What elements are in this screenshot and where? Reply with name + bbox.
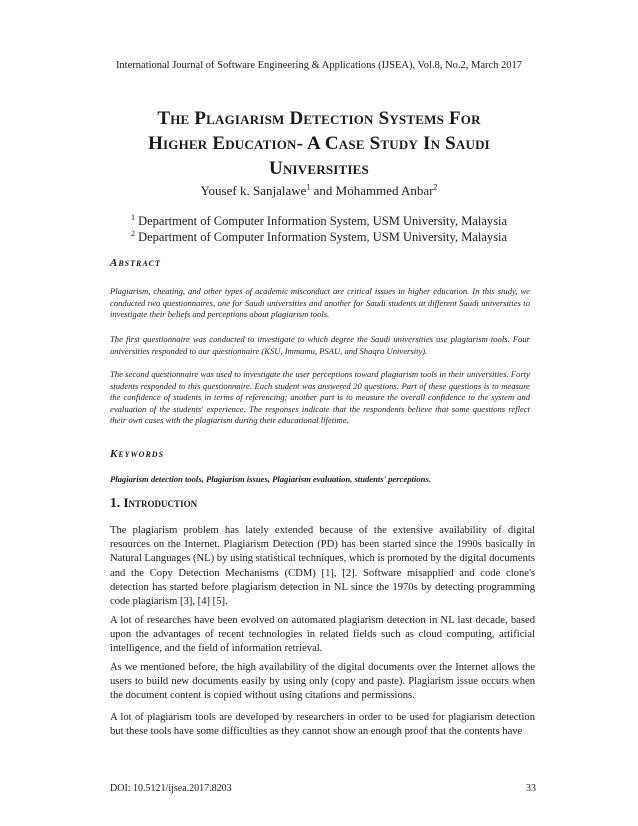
title-line-2: Higher Education- A Case Study In Saudi — [148, 133, 490, 154]
section-title: Introduction — [123, 495, 198, 510]
author-1-sup: 1 — [306, 182, 311, 192]
section-number: 1. — [110, 495, 124, 510]
affiliation-1-sup: 1 — [130, 212, 135, 222]
abstract-paragraph-1: Plagiarism, cheating, and other types of academic misconduct are critical issues in higher education. In this study, we conducted two questionnaires, one for Saudi universities and another for Saudi students at different Saudi universities to investigate their beliefs and perceptions about plagiarism tools. — [110, 286, 530, 320]
affiliation-2 — [0, 229, 638, 245]
paper-title — [90, 106, 548, 181]
author-connector: and — [310, 183, 336, 198]
intro-paragraph-4: A lot of plagiarism tools are developed by researchers in order to be used for plagiarism detection but these tools have some difficulties as they cannot show an enough proof that the contents have — [110, 712, 535, 738]
abstract-paragraph-2: The first questionnaire was conducted to investigate to which degree the Saudi universities use plagiarism tools. Four universities responded to our questionnaire (KSU, Immamu, PSAU, and Shaqra University). — [110, 334, 530, 356]
intro-paragraph-1: The plagiarism problem has lately extended because of the extensive availability of digital resources on the Internet. Plagiarism Detection (PD) has been started since the 1990s basically in Natural Languages (NL) by using statistical techniques, which is promoted by the digital documents and the Copy Detection Mechanisms (CDM) [1], [2]. Software misapplied and code clone's detection has started before plagiarism detection in NL since the 1970s by detecting programming code plagiarism [3], [4] [5]. — [110, 525, 535, 608]
doi-footer: DOI: 10.5121/ijsea.2017.8203 — [110, 783, 232, 794]
title-line-3: Universities — [269, 158, 369, 179]
introduction-heading — [110, 495, 197, 511]
author-2-sup: 2 — [433, 182, 438, 192]
affiliation-1 — [0, 213, 638, 229]
intro-paragraph-2: A lot of researches have been evolved on automated plagiarism detection in NL last decade, based upon the advantages of recent technologies in related fields such as cloud computing, artificial intelligence, and the field of information retrieval. — [110, 615, 535, 655]
intro-paragraph-3: As we mentioned before, the high availability of the digital documents over the Internet allows the users to build new documents easily by using only (copy and paste). Plagiarism issue occurs when the document content is copied without using citations and permissions. — [110, 662, 535, 702]
abstract-heading: Abstract — [110, 257, 161, 269]
author-line — [0, 183, 638, 199]
abstract-paragraph-3: The second questionnaire was used to investigate the user perceptions toward plagiarism tools in their universities. Forty students responded to this questionnaire. Each student was answered 20 questions. Part of these questions is to measure the confidence of students in terms of referencing; another part is to measure the overall confidence to the system and evaluation of the students' experience. The responses indicate that the respondents believe that some questions reflect their own cases with the plagiarism during their educational lifetime. — [110, 369, 530, 426]
page-number: 33 — [526, 783, 536, 794]
title-line-1: The Plagiarism Detection Systems For — [157, 108, 481, 129]
keywords-text: Plagiarism detection tools, Plagiarism issues, Plagiarism evaluation, students' perceptions. — [110, 474, 431, 484]
affiliation-1-text: Department of Computer Information System, USM University, Malaysia — [134, 214, 508, 228]
affiliation-2-text: Department of Computer Information System, USM University, Malaysia — [134, 230, 508, 244]
author-2: Mohammed Anbar — [335, 183, 434, 198]
affiliation-2-sup: 2 — [130, 228, 135, 238]
journal-header: International Journal of Software Engineering & Applications (IJSEA), Vol.8, No.2, March 2017 — [115, 60, 523, 71]
author-1: Yousef k. Sanjalawe — [200, 183, 307, 198]
keywords-heading: Keywords — [110, 448, 165, 460]
